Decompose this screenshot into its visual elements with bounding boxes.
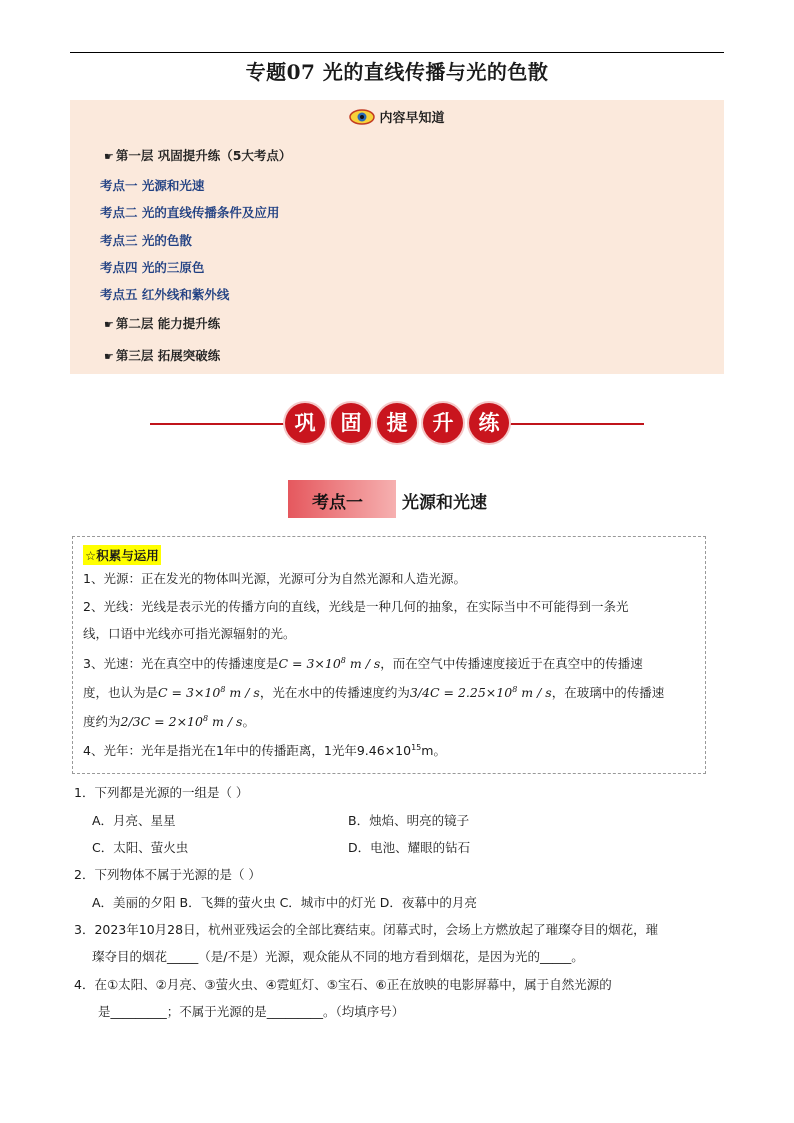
question-4-line-2[interactable]: 是_________；不属于光源的是_________。（均填序号） [98,1004,405,1019]
knowledge-box [72,536,706,774]
banner-char: 升 [423,403,463,443]
pointing-hand-icon: ☛ [104,350,114,363]
toc-point-4[interactable]: 考点四 光的三原色 [100,260,205,275]
knowledge-line-2a: 2、光线：光线是表示光的传播方向的直线，光线是一种几何的抽象，在实际当中不可能得到一条光 [83,599,629,614]
toc-layer-2[interactable] [104,314,220,332]
formula-water-speed: $3/4C = 2.25\times 10^8$ m / s [409,684,552,700]
kaodian-name: 光源和光速 [402,493,487,513]
question-2: 2．下列物体不属于光源的是（ ） [74,867,261,882]
top-rule [70,52,724,53]
banner-char: 巩 [285,403,325,443]
banner-rule-left [150,423,290,425]
knowledge-line-3c: 度约为$2/3C = 2\times 10^8$ m / s。 [83,713,255,729]
formula-air-speed: $C = 3\times 10^8$ m / s [158,684,260,700]
knowledge-title [83,545,161,565]
formula-glass-speed: $2/3C = 2\times 10^8$ m / s [120,713,243,729]
section-banner [0,402,794,444]
option-1d[interactable]: D．电池、耀眼的钻石 [348,840,471,855]
toc-layer-1[interactable] [104,146,291,164]
toc-point-2[interactable]: 考点二 光的直线传播条件及应用 [100,205,280,220]
toc-point-5[interactable]: 考点五 红外线和紫外线 [100,287,230,302]
question-1: 1．下列都是光源的一组是（ ） [74,785,249,800]
page-title: 专题07 光的直线传播与光的色散 [245,60,549,84]
toc-point-3[interactable]: 考点三 光的色散 [100,233,192,248]
knowledge-title-text: 积累与运用 [96,548,159,563]
banner-char: 练 [469,403,509,443]
question-3-line-1: 3．2023年10月28日，杭州亚残运会的全部比赛结束。闭幕式时，会场上方燃放起了璀璨夺目的烟花，璀 [74,922,659,937]
contents-heading [70,107,724,126]
option-1c[interactable]: C．太阳、萤火虫 [92,840,189,855]
kaodian-tag [288,480,396,518]
star-icon: ☆ [85,548,97,563]
question-4-line-1: 4．在①太阳、②月亮、③萤火虫、④霓虹灯、⑤宝石、⑥正在放映的电影屏幕中，属于自然光源的 [74,977,612,992]
contents-box [70,100,724,374]
banner-title [285,402,509,444]
knowledge-line-4: 4、光年：光年是指光在1年中的传播距离，1光年$9.46\times 10^{15}m$。 [83,742,446,758]
contents-heading-text: 内容早知道 [379,111,445,126]
banner-rule-right [504,423,644,425]
kaodian-tag-label: 考点一 [312,493,363,513]
question-2-options[interactable]: A．美丽的夕阳 B．飞舞的萤火虫 C．城市中的灯光 D．夜幕中的月亮 [92,895,477,910]
pointing-hand-icon: ☛ [104,318,114,331]
pointing-hand-icon: ☛ [104,150,114,163]
knowledge-line-3b: 度，也认为是$C = 3\times 10^8$ m / s，光在水中的传播速度约为$3/4C = 2.25\times 10^8$ m / s，在玻璃中的传播速 [83,684,665,700]
toc-layer-3-label: 第三层 拓展突破练 [115,348,221,363]
toc-layer-3[interactable] [104,346,220,364]
option-1b[interactable]: B．烛焰、明亮的镜子 [348,813,470,828]
eye-icon [349,109,375,125]
option-1a[interactable]: A．月亮、星星 [92,813,176,828]
knowledge-line-1: 1、光源：正在发光的物体叫光源，光源可分为自然光源和人造光源。 [83,571,466,586]
banner-char: 固 [331,403,371,443]
question-3-line-2[interactable]: 璨夺目的烟花_____（是/不是）光源，观众能从不同的地方看到烟花，是因为光的_____。 [92,949,584,964]
banner-char: 提 [377,403,417,443]
toc-layer-1-label: 第一层 巩固提升练（5大考点） [115,148,292,163]
knowledge-line-2b: 线，口语中光线亦可指光源辐射的光。 [83,626,296,641]
toc-layer-2-label: 第二层 能力提升练 [115,316,221,331]
knowledge-line-3a: 3、光速：光在真空中的传播速度是$C = 3\times 10^8$ m / s，而在空气中传播速度接近于在真空中的传播速 [83,655,643,671]
formula-light-speed: $C = 3\times 10^8$ m / s [278,655,381,671]
toc-point-1[interactable]: 考点一 光源和光速 [100,178,205,193]
